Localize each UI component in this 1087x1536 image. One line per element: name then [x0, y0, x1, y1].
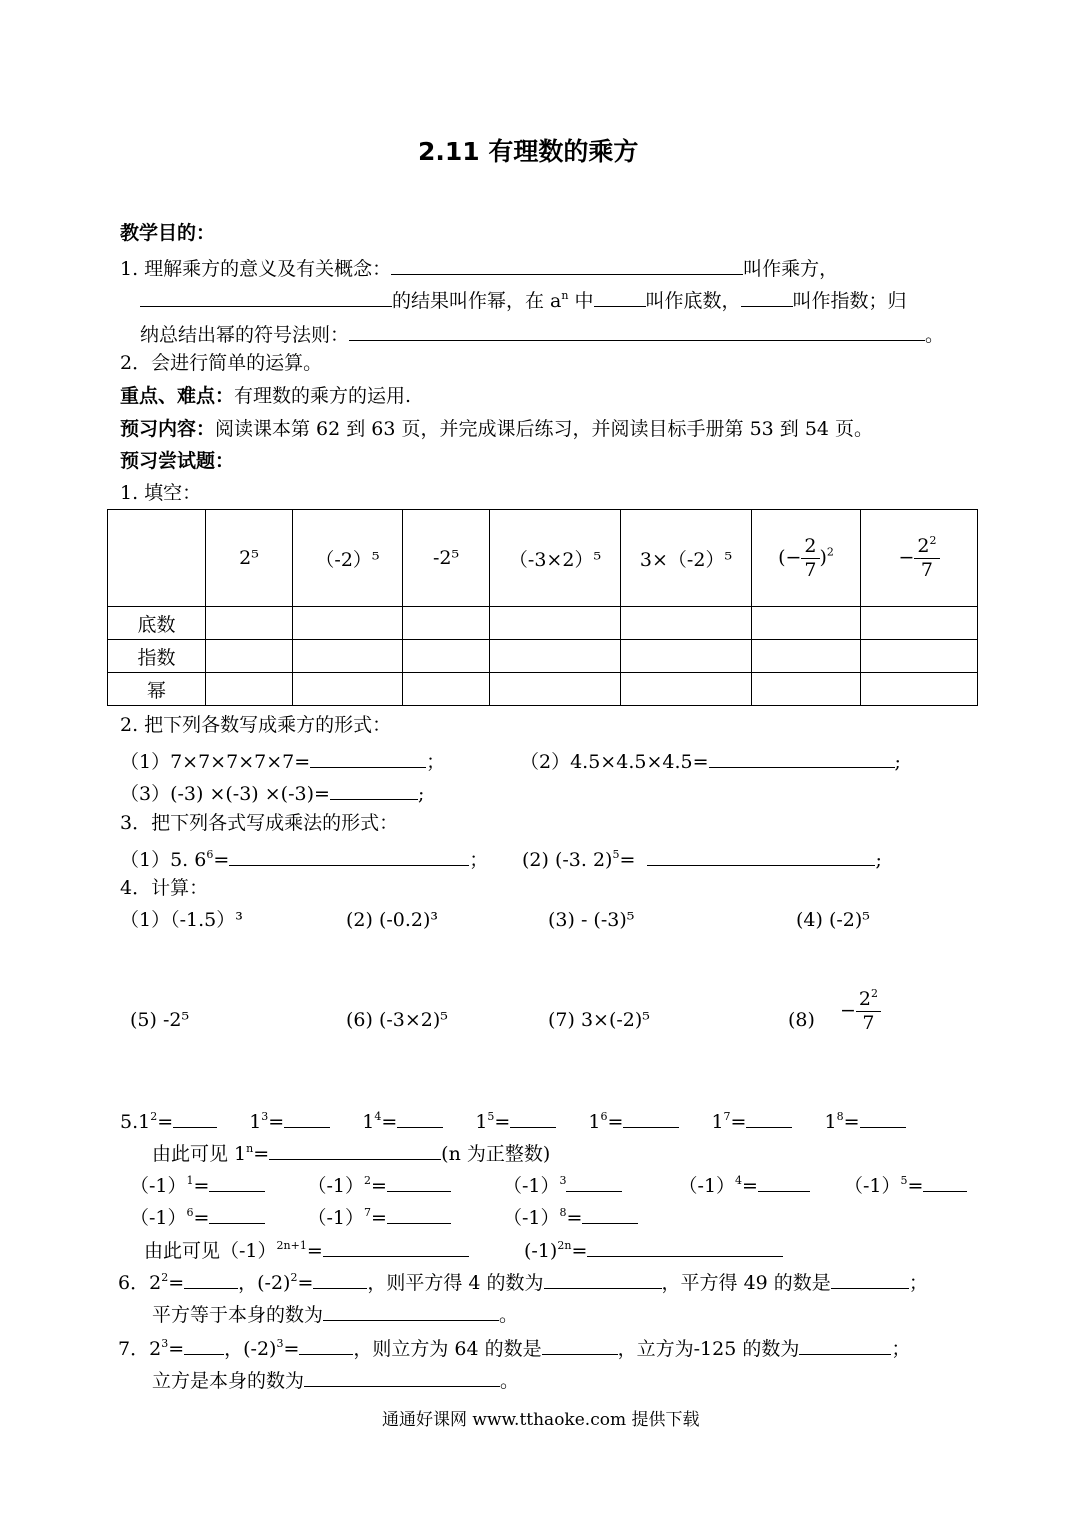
equals: = — [157, 1111, 174, 1133]
base: 1 — [138, 1111, 151, 1133]
q2-b-text: （2）4.5×4.5×4.5= — [520, 751, 709, 773]
equals: = — [213, 849, 230, 871]
equals: = — [168, 1338, 185, 1360]
equals: = — [843, 1111, 860, 1133]
q7-line-2 — [152, 1368, 519, 1391]
answer-cell[interactable] — [490, 607, 621, 640]
q5-blank[interactable] — [510, 1109, 556, 1128]
exponent: 5 — [487, 1110, 495, 1123]
key-points — [120, 387, 411, 406]
text: ，(-2) — [238, 1272, 291, 1294]
answer-cell[interactable] — [490, 673, 621, 706]
q5-powers-row — [120, 1109, 906, 1132]
q6-blank[interactable] — [313, 1270, 367, 1289]
exponent: 2 — [826, 545, 834, 558]
table-header-cell: -2⁵ — [403, 510, 490, 607]
answer-cell[interactable] — [621, 673, 752, 706]
period: 。 — [500, 1370, 520, 1392]
answer-cell[interactable] — [621, 607, 752, 640]
table-row — [108, 640, 978, 673]
q5-conclusion-2 — [144, 1238, 469, 1261]
table-header-cell: （-3×2）⁵ — [490, 510, 621, 607]
row-label: 幂 — [108, 673, 206, 706]
answer-cell[interactable] — [861, 607, 978, 640]
equals: = — [566, 1207, 583, 1229]
fraction — [914, 533, 939, 581]
equals: = — [253, 1143, 270, 1165]
q4-item-1: （1）（-1.5）³ — [120, 909, 243, 931]
text: (-1) — [524, 1240, 558, 1262]
semicolon: ; — [894, 751, 901, 773]
base: （-1） — [844, 1175, 901, 1197]
q5-neg-row-2 — [130, 1205, 638, 1228]
answer-cell[interactable] — [293, 607, 403, 640]
q6-blank[interactable] — [544, 1270, 662, 1289]
equals: = — [193, 1175, 210, 1197]
base: （-1） — [307, 1175, 364, 1197]
q4-item-3: (3) - (-3)⁵ — [548, 909, 635, 931]
objective-2: 2．会进行简单的运算。 — [120, 352, 323, 374]
sign: − — [840, 999, 856, 1022]
base: （-1） — [502, 1175, 560, 1197]
exponent: 8 — [836, 1110, 844, 1123]
exponent: 8 — [559, 1206, 567, 1219]
equals: = — [607, 1111, 624, 1133]
q3-b — [522, 847, 882, 870]
answer-cell[interactable] — [403, 673, 490, 706]
objective-1-suffix: 叫作乘方， — [743, 258, 839, 280]
exponent: 4 — [374, 1110, 382, 1123]
q5-blank[interactable] — [209, 1173, 265, 1192]
paren: ) — [819, 546, 827, 568]
q4-item-7: (7) 3×(-2)⁵ — [548, 1009, 650, 1031]
base: （-1） — [502, 1207, 560, 1229]
exponent: 6 — [186, 1206, 194, 1219]
numerator — [856, 987, 881, 1012]
q5-blank[interactable] — [860, 1109, 906, 1128]
q5-blank[interactable] — [387, 1205, 451, 1224]
equals: = — [268, 1111, 285, 1133]
blank-sign-rule[interactable] — [349, 322, 925, 341]
exponent: 5 — [612, 848, 620, 861]
equals: = — [193, 1207, 210, 1229]
q6-blank[interactable] — [831, 1270, 909, 1289]
text: ，平方得 49 的数是 — [661, 1272, 831, 1294]
q5-blank[interactable] — [209, 1205, 265, 1224]
answer-cell[interactable] — [293, 673, 403, 706]
exponent: 3 — [559, 1174, 567, 1187]
text: 7．2 — [118, 1338, 162, 1360]
semicolon: ； — [469, 849, 489, 871]
numerator-base: 2 — [917, 534, 930, 557]
objective-1-text-e: 纳总结出幂的符号法则： — [140, 324, 350, 346]
text: (n 为正整数) — [441, 1143, 551, 1165]
q2-c-text: （3）(-3) ×(-3) ×(-3)= — [120, 783, 330, 805]
exponent: 4 — [735, 1174, 743, 1187]
answer-cell[interactable] — [490, 640, 621, 673]
q2-b — [520, 749, 901, 772]
objective-1-text-a: 的结果叫作幂，在 a — [392, 290, 562, 312]
q6-line-1 — [118, 1270, 928, 1293]
q4-item-2: (2) (-0.2)³ — [346, 909, 439, 931]
answer-cell[interactable] — [206, 640, 293, 673]
equals: = — [283, 1338, 300, 1360]
q5-neg-row-1 — [130, 1173, 967, 1196]
q5-blank[interactable] — [566, 1173, 622, 1192]
answer-cell[interactable] — [861, 673, 978, 706]
denominator: 7 — [920, 558, 933, 581]
base: 1 — [711, 1111, 724, 1133]
base: 1 — [475, 1111, 488, 1133]
equals: = — [571, 1240, 588, 1262]
q2-a-text: （1）7×7×7×7×7= — [120, 751, 311, 773]
q5-blank[interactable] — [397, 1109, 443, 1128]
equals: = — [494, 1111, 511, 1133]
objective-1-text-d: 叫作指数；归 — [792, 290, 907, 312]
exponent: 2 — [161, 1271, 169, 1284]
q2-c — [120, 781, 424, 804]
semicolon: ; — [417, 783, 425, 805]
q3-b-text: (2) (-3. 2) — [522, 849, 613, 871]
exponent: 2 — [364, 1174, 371, 1187]
q5-blank[interactable] — [758, 1173, 810, 1192]
exponent: 3 — [261, 1110, 269, 1123]
objective-1-text-c: 叫作底数， — [645, 290, 741, 312]
exponent: n — [246, 1142, 254, 1155]
equals: = — [730, 1111, 747, 1133]
table-header-cell: （-2）⁵ — [293, 510, 403, 607]
blank-exponent[interactable] — [741, 288, 793, 307]
answer-cell[interactable] — [206, 673, 293, 706]
q7-blank[interactable] — [304, 1368, 500, 1387]
fraction — [856, 987, 881, 1034]
answer-cell[interactable] — [752, 673, 861, 706]
base: 1 — [824, 1111, 837, 1133]
answer-cell[interactable] — [403, 640, 490, 673]
objective-1-line-1 — [120, 256, 838, 279]
table-row — [108, 673, 978, 706]
period: 。 — [499, 1304, 519, 1326]
q7-blank[interactable] — [542, 1336, 618, 1355]
row-label: 底数 — [108, 607, 206, 640]
equals: = — [619, 849, 642, 871]
objective-1-line-3 — [140, 322, 944, 345]
base: （-1） — [130, 1175, 187, 1197]
q5-conclusion-1 — [152, 1141, 550, 1164]
q2-a — [120, 749, 445, 772]
q6-line-2 — [152, 1302, 518, 1325]
text: 6．2 — [118, 1272, 162, 1294]
equals: = — [381, 1111, 398, 1133]
exponent: 3 — [161, 1337, 169, 1350]
objective-1-prefix: 1. 理解乘方的意义及有关概念： — [120, 258, 392, 280]
q5-blank[interactable] — [582, 1205, 638, 1224]
q4-item-5: (5) -2⁵ — [130, 1009, 190, 1031]
q4-label: 4．计算： — [120, 877, 209, 899]
base: 1 — [362, 1111, 375, 1133]
exponent: 5 — [900, 1174, 908, 1187]
answer-cell[interactable] — [752, 640, 861, 673]
exponent: 6 — [206, 848, 214, 861]
q7-blank[interactable] — [799, 1336, 891, 1355]
sign: (− — [778, 546, 802, 568]
q5-blank[interactable] — [284, 1109, 330, 1128]
denominator: 7 — [862, 1012, 875, 1034]
q3-a — [120, 847, 488, 870]
exponent-n: n — [561, 289, 569, 302]
preview-content — [120, 420, 873, 439]
q3-a-blank[interactable] — [229, 847, 469, 866]
footer-source: 通通好课网 www.tthaoke.com 提供下载 — [382, 1410, 700, 1430]
q7-blank[interactable] — [184, 1336, 224, 1355]
q5-blank[interactable] — [623, 1109, 679, 1128]
text: ，则立方为 64 的数是 — [353, 1338, 542, 1360]
table-header-row — [108, 510, 978, 607]
q3-b-blank[interactable] — [647, 847, 875, 866]
objective-1-text-b: 中 — [568, 290, 594, 312]
semicolon: ; — [875, 849, 882, 871]
equals: = — [306, 1240, 323, 1262]
base: 1 — [588, 1111, 601, 1133]
numerator-base: 2 — [858, 988, 872, 1010]
equals: = — [371, 1175, 387, 1197]
exponent: 1 — [186, 1174, 194, 1187]
q5-label: 5. — [120, 1111, 139, 1133]
text: ，(-2) — [224, 1338, 277, 1360]
preview-text: 阅读课本第 62 到 63 页，并完成课后练习，并阅读目标手册第 53 到 54 页。 — [215, 418, 874, 440]
q3-a-text: （1）5. 6 — [120, 849, 207, 871]
blank-power-result[interactable] — [140, 288, 392, 307]
table-corner-cell — [108, 510, 206, 607]
semicolon: ； — [891, 1338, 911, 1360]
objective-1-line-2 — [140, 288, 907, 311]
text: 由此可见（-1） — [144, 1240, 277, 1262]
q5-blank[interactable] — [323, 1238, 469, 1257]
q7-blank[interactable] — [299, 1336, 353, 1355]
blank-power-definition[interactable] — [391, 256, 743, 275]
exponent: 2 — [290, 1271, 298, 1284]
q1-label: 1. 填空： — [120, 482, 202, 504]
answer-cell[interactable] — [206, 607, 293, 640]
numerator — [914, 533, 939, 559]
equals: = — [742, 1175, 758, 1197]
equals: = — [168, 1272, 185, 1294]
q5-blank[interactable] — [923, 1173, 967, 1192]
table-header-cell — [752, 510, 861, 607]
denominator: 7 — [804, 558, 817, 581]
exponent: 3 — [276, 1337, 284, 1350]
equals: = — [297, 1272, 314, 1294]
q2-a-blank[interactable] — [310, 749, 426, 768]
answer-cell[interactable] — [403, 607, 490, 640]
exponent: 7 — [723, 1110, 731, 1123]
answer-cell[interactable] — [293, 640, 403, 673]
text: ，立方为-125 的数为 — [617, 1338, 800, 1360]
q7-line-1 — [118, 1336, 910, 1359]
exponent: 2 — [150, 1110, 158, 1123]
text: 平方等于本身的数为 — [152, 1304, 324, 1326]
q4-item-8-expr — [840, 987, 881, 1034]
preview-label: 预习内容： — [120, 418, 216, 440]
q2-c-blank[interactable] — [330, 781, 418, 800]
blank-base[interactable] — [594, 288, 646, 307]
sign: − — [898, 546, 915, 568]
key-points-label: 重点、难点： — [120, 385, 235, 407]
q5-conclusion-3 — [524, 1238, 783, 1261]
q5-blank[interactable] — [387, 1173, 451, 1192]
objectives-heading: 教学目的： — [120, 222, 216, 244]
exponent: 2n — [557, 1239, 572, 1252]
q2-b-blank[interactable] — [709, 749, 895, 768]
q6-blank[interactable] — [323, 1302, 499, 1321]
answer-cell[interactable] — [861, 640, 978, 673]
trial-heading: 预习尝试题： — [120, 450, 235, 472]
semicolon: ； — [426, 751, 446, 773]
numerator-exponent: 2 — [929, 533, 937, 547]
row-label: 指数 — [108, 640, 206, 673]
q6-blank[interactable] — [184, 1270, 238, 1289]
equals: = — [371, 1207, 387, 1229]
text: ，则平方得 4 的数为 — [367, 1272, 544, 1294]
fraction — [801, 534, 819, 581]
base: 1 — [249, 1111, 262, 1133]
table-header-cell — [861, 510, 978, 607]
answer-cell[interactable] — [621, 640, 752, 673]
page-title: 2.11 有理数的乘方 — [418, 137, 639, 166]
exponent: 2n+1 — [276, 1239, 307, 1252]
q4-item-8: (8) — [788, 1009, 815, 1031]
numerator: 2 — [801, 537, 819, 559]
q3-label: 3．把下列各式写成乘法的形式： — [120, 812, 399, 834]
base: （-1） — [678, 1175, 736, 1197]
base: （-1） — [307, 1207, 364, 1229]
q5-blank[interactable] — [173, 1109, 217, 1128]
q2-label: 2. 把下列各数写成乘方的形式： — [120, 714, 392, 736]
q5-blank[interactable] — [746, 1109, 792, 1128]
numerator-exponent: 2 — [871, 987, 879, 1000]
fill-table — [107, 509, 978, 706]
q5-blank[interactable] — [587, 1238, 783, 1257]
semicolon: ； — [908, 1272, 928, 1294]
equals: = — [907, 1175, 924, 1197]
exponent: 6 — [600, 1110, 608, 1123]
text: 立方是本身的数为 — [152, 1370, 305, 1392]
period: 。 — [925, 324, 945, 346]
q4-item-4: (4) (-2)⁵ — [796, 909, 870, 931]
q4-item-6: (6) (-3×2)⁵ — [346, 1009, 448, 1031]
base: （-1） — [130, 1207, 187, 1229]
q5-blank[interactable] — [269, 1141, 441, 1160]
answer-cell[interactable] — [752, 607, 861, 640]
table-header-cell: 2⁵ — [206, 510, 293, 607]
key-points-text: 有理数的乘方的运用. — [234, 385, 412, 407]
table-header-cell: 3×（-2）⁵ — [621, 510, 752, 607]
exponent: 7 — [364, 1206, 371, 1219]
text: 由此可见 1 — [152, 1143, 247, 1165]
table-row — [108, 607, 978, 640]
